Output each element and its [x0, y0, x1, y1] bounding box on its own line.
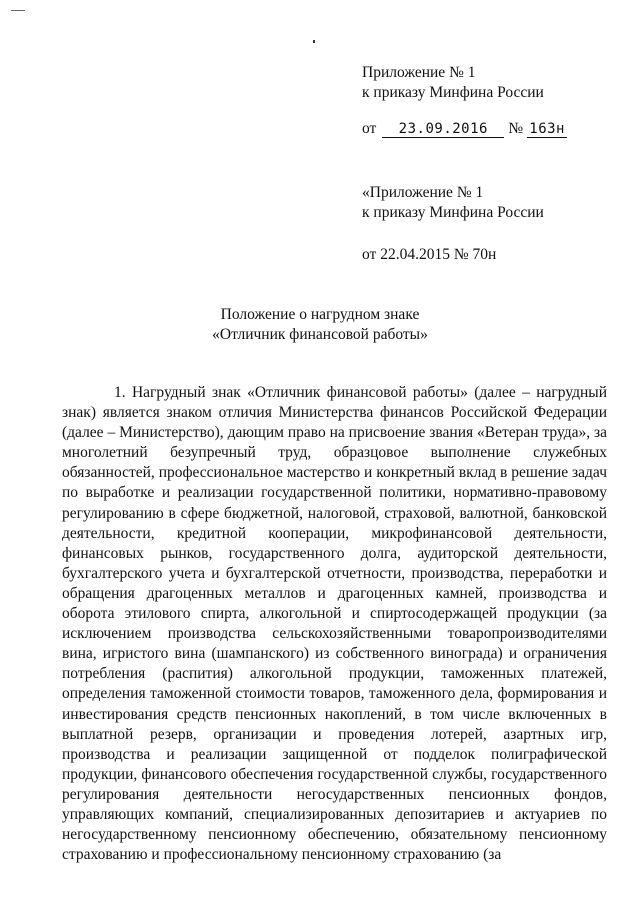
appendix-order-ref: к приказу Минфина России: [362, 84, 544, 101]
scan-corner-mark: [11, 10, 25, 11]
previous-order-ref: от 22.04.2015 № 70н: [362, 246, 497, 263]
title-line-1: Положение о нагрудном знаке: [220, 306, 420, 323]
previous-appendix-order: к приказу Минфина России: [362, 204, 544, 221]
number-label: №: [508, 120, 524, 137]
order-date-field: 23.09.2016: [382, 121, 504, 138]
document-title: [120, 305, 520, 345]
scan-speck: [313, 40, 315, 43]
order-date-number-line: [362, 120, 567, 138]
previous-appendix-header: [362, 183, 544, 223]
from-label: от: [362, 120, 377, 137]
order-number-field: 163н: [527, 121, 567, 138]
title-line-2: «Отличник финансовой работы»: [212, 326, 428, 343]
previous-appendix-title: «Приложение № 1: [362, 184, 484, 201]
paragraph-1: 1. Нагрудный знак «Отличник финансовой работы» (далее – нагрудный знак) является знаком отличия Министерства финансов Российской Федерации (далее – Министерство), дающим право на присвоение звания «Ветеран труда», за многолетний безупречный труд, образцовое выполнение служебных обязанностей, профессиональное мастерство и конкретный вклад в решение задач по выработке и реализации государственной политики, нормативно-правовому регулированию в сфере бюджетной, налоговой, страховой, валютной, банковской деятельности, кредитной кооперации, микрофинансовой деятельности, финансовых рынков, государственного долга, аудиторской деятельности, бухгалтерского учета и бухгалтерской отчетности, производства, переработки и обращения драгоценных металлов и драгоценных камней, производства и оборота этилового спирта, алкогольной и спиртосодержащей продукции (за исключением производства сельскохозяйственными товаропроизводителями вина, игристого вина (шампанского) из собственного винограда) и ограничения потребления (распития) алкогольной продукции, таможенных платежей, определения таможенной стоимости товаров, таможенного дела, формирования и инвестирования средств пенсионных накоплений, в том числе включенных в выплатной резерв, организации и проведения лотерей, азартных игр, производства и реализации защищенной от подделок полиграфической продукции, финансового обеспечения государственной службы, государственного регулирования деятельности негосударственных пенсионных фондов, управляющих компаний, специализированных депозитариев и актуариев по негосударственному пенсионному обеспечению, обязательному пенсионному страхованию и профессиональному пенсионному страхованию (за: [62, 384, 607, 864]
appendix-header: [362, 63, 544, 103]
appendix-title: Приложение № 1: [362, 64, 476, 81]
